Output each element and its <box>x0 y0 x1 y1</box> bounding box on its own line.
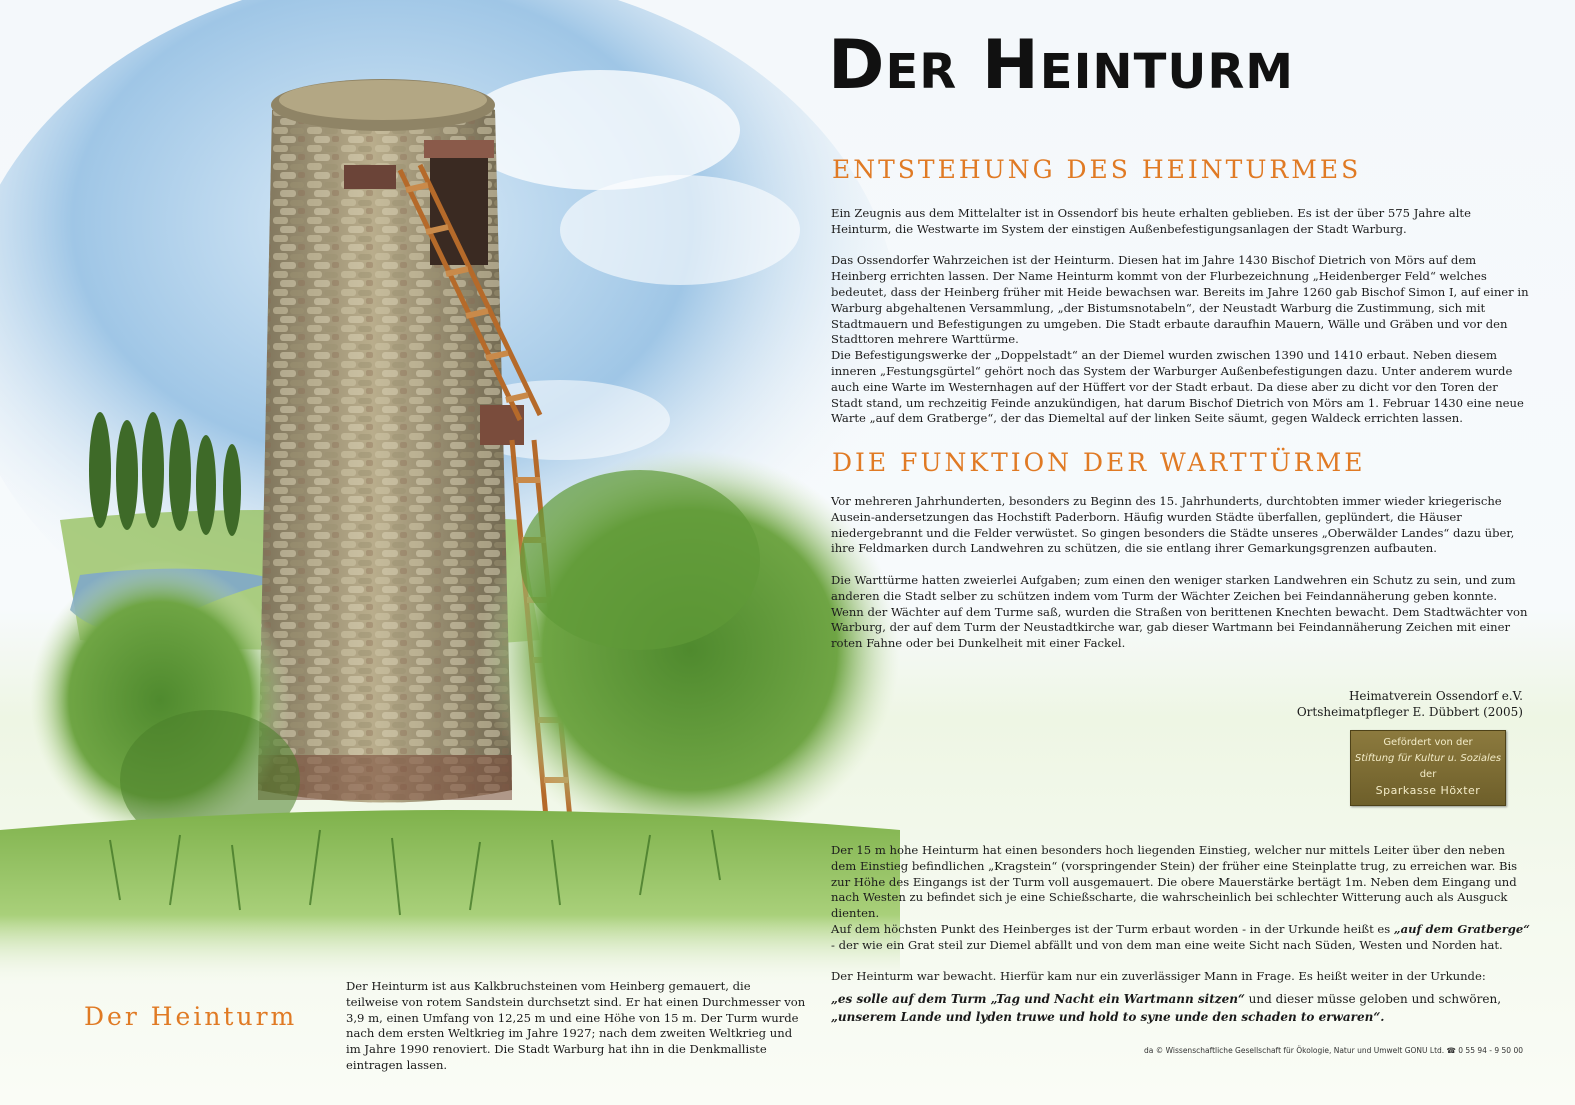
sponsor-line: Stiftung für Kultur u. Soziales <box>1354 753 1502 764</box>
credit-author: Ortsheimatpfleger E. Dübbert (2005) <box>1296 705 1523 719</box>
paragraph: Die Warttürme hatten zweierlei Aufgaben; zum einen den weniger starken Landwehren ein Schutz zu sein, und zum anderen die Stadt selber zu schützen indem vom Turm der Wächter Zeichen bei Feindannäherung geben konnte. Wenn der Wächter auf dem Turme saß, wurden die Straßen von berittenen Knechten bewacht. Dem Stadtwächter von Warburg, der auf dem Turm der Neustadtkirche war, gab dieser Wartmann bei Feindannäherung Zeichen mit einer roten Fahne oder bei Dunkelheit mit einer Fackel. <box>831 572 1528 651</box>
sponsor-line: Sparkasse Höxter <box>1375 784 1481 797</box>
quote-part: und dieser müsse geloben und schwören, <box>1244 992 1502 1006</box>
paragraph <box>831 922 1531 954</box>
emphasis: „auf dem Gratberge“ <box>1393 921 1530 936</box>
section-heading-function: DIE FUNKTION DER WARTTÜRME <box>832 448 1366 477</box>
paragraph: Die Befestigungswerke der „Doppelstadt“ an der Diemel wurden zwischen 1390 und 1410 erbaut. Neben diesem inneren „Festungsgürtel“ gehört noch das System der Warburger Außenbefestigungen dazu. Unter anderem wurde auch eine Warte im Westernhagen auf der Hüffert vor der Stadt erbaut. Da diese aber zu dicht vor den Toren der Stadt stand, um rechzeitig Feinde anzukündigen, hat darum Bischof Dietrich von Mörs am 1. Februar 1430 eine neue Warte „auf dem Gratberge“, der das Diemeltal auf der linken Seite säumt, gegen Waldeck errichten lassen. <box>831 348 1524 426</box>
sponsor-line: der <box>1419 769 1437 780</box>
text-run: - der wie ein Grat steil zur Diemel abfällt und von dem man eine weite Sicht nach Süden, Westen und Norden hat. <box>831 937 1503 952</box>
paragraph: Das Ossendorfer Wahrzeichen ist der Heinturm. Diesen hat im Jahre 1430 Bischof Dietrich von Mörs auf dem Heinberg errichten lassen. Der Name Heinturm kommt von der Flurbezeichnung „Heidenberger Feld“ welches bedeutet, dass der Heinberg früher mit Heide bewachsen war. Bereits im Jahre 1260 gab Bischof Simon I, auf einer in Warburg abgehaltenen Versammlung, „der Bistumsnotabeln“, der Neustadt Warburg die Zustimmung, sich mit Stadtmauern und Befestigungen zu umgeben. Die Stadt erbaute daraufhin Mauern, Wälle und Gräben und vor den Stadttoren mehrere Warttürme. <box>831 253 1529 347</box>
author-credit <box>1297 688 1523 720</box>
page-title: Der Heinturm <box>828 26 1295 105</box>
paragraph: Der 15 m hohe Heinturm hat einen besonders hoch liegenden Einstieg, welcher nur mittels Leiter über den neben dem Einstieg befindlichen „Kragstein“ (vorspringender Stein) der früher eine Steinplatte trug, zu erreichen war. Bis zur Höhe des Eingangs ist der Turm voll ausgemauert. Die obere Mauerstärke bertägt 1m. Neben dem Eingang und nach Westen zu befindet sich je eine Schießscharte, die wahrscheinlich bei schlechter Witterung auch als Ausguck dienten. <box>831 843 1518 921</box>
footer-copyright: da © Wissenschaftliche Gesellschaft für Ökologie, Natur und Umwelt GONU Ltd. ☎ 0 55 94 - 9 50 00 <box>1144 1046 1523 1055</box>
document-quote <box>831 990 1531 1026</box>
paragraph: Ein Zeugnis aus dem Mittelalter ist in Ossendorf bis heute erhalten geblieben. Es ist der über 575 Jahre alte Heinturm, die Westwarte im System der einstigen Außenbefestigungsanlagen der Stadt Warburg. <box>831 206 1471 236</box>
paragraph: Vor mehreren Jahrhunderten, besonders zu Beginn des 15. Jahrhunderts, durchtobten immer wieder kriegerische Ausein-andersetzungen das Hochstift Paderborn. Häufig wurden Städte überfallen, geplündert, die Häuser niedergebrannt und die Felder verwüstet. So gingen besonders die Städte unseres „Oberwälder Landes“ dazu über, ihre Feldmarken durch Landwehren zu schützen, die sie entlang ihrer Gemarkungsgrenzen aufbauten. <box>831 494 1515 556</box>
section-origin-text <box>831 206 1531 427</box>
sponsor-line: Gefördert von der <box>1383 737 1473 748</box>
caption-text: Der Heinturm ist aus Kalkbruchsteinen vom Heinberg gemauert, die teilweise von rotem Sandstein durchsetzt sind. Er hat einen Durchmesser von 3,9 m, einen Umfang von 12,25 m und eine Höhe von 15 m. Der Turm wurde nach dem ersten Weltkrieg im Jahre 1927; nach dem zweiten Weltkrieg und im Jahre 1990 renoviert. Die Stadt Warburg hat ihn in die Denkmalliste eintragen lassen. <box>346 979 806 1072</box>
section-heading-origin: ENTSTEHUNG DES HEINTURMES <box>832 155 1362 184</box>
sponsor-plaque <box>1350 730 1506 806</box>
quote-part: „unserem Lande und lyden truwe und hold to syne unde den schaden to erwaren“. <box>831 1010 1385 1024</box>
paragraph: Der Heinturm war bewacht. Hierfür kam nur ein zuverlässiger Mann in Frage. Es heißt weiter in der Urkunde: <box>831 969 1486 984</box>
section-function-text <box>831 494 1531 652</box>
quote-part: „es solle auf dem Turm „Tag und Nacht ein Wartmann sitzen“ <box>831 992 1245 1006</box>
text-run: Auf dem höchsten Punkt des Heinberges ist der Turm erbaut worden - in der Urkunde heißt es <box>831 921 1391 936</box>
caption-title: Der Heinturm <box>84 1002 298 1031</box>
credit-organization: Heimatverein Ossendorf e.V. <box>1348 689 1523 703</box>
section-tower-text <box>831 843 1531 985</box>
